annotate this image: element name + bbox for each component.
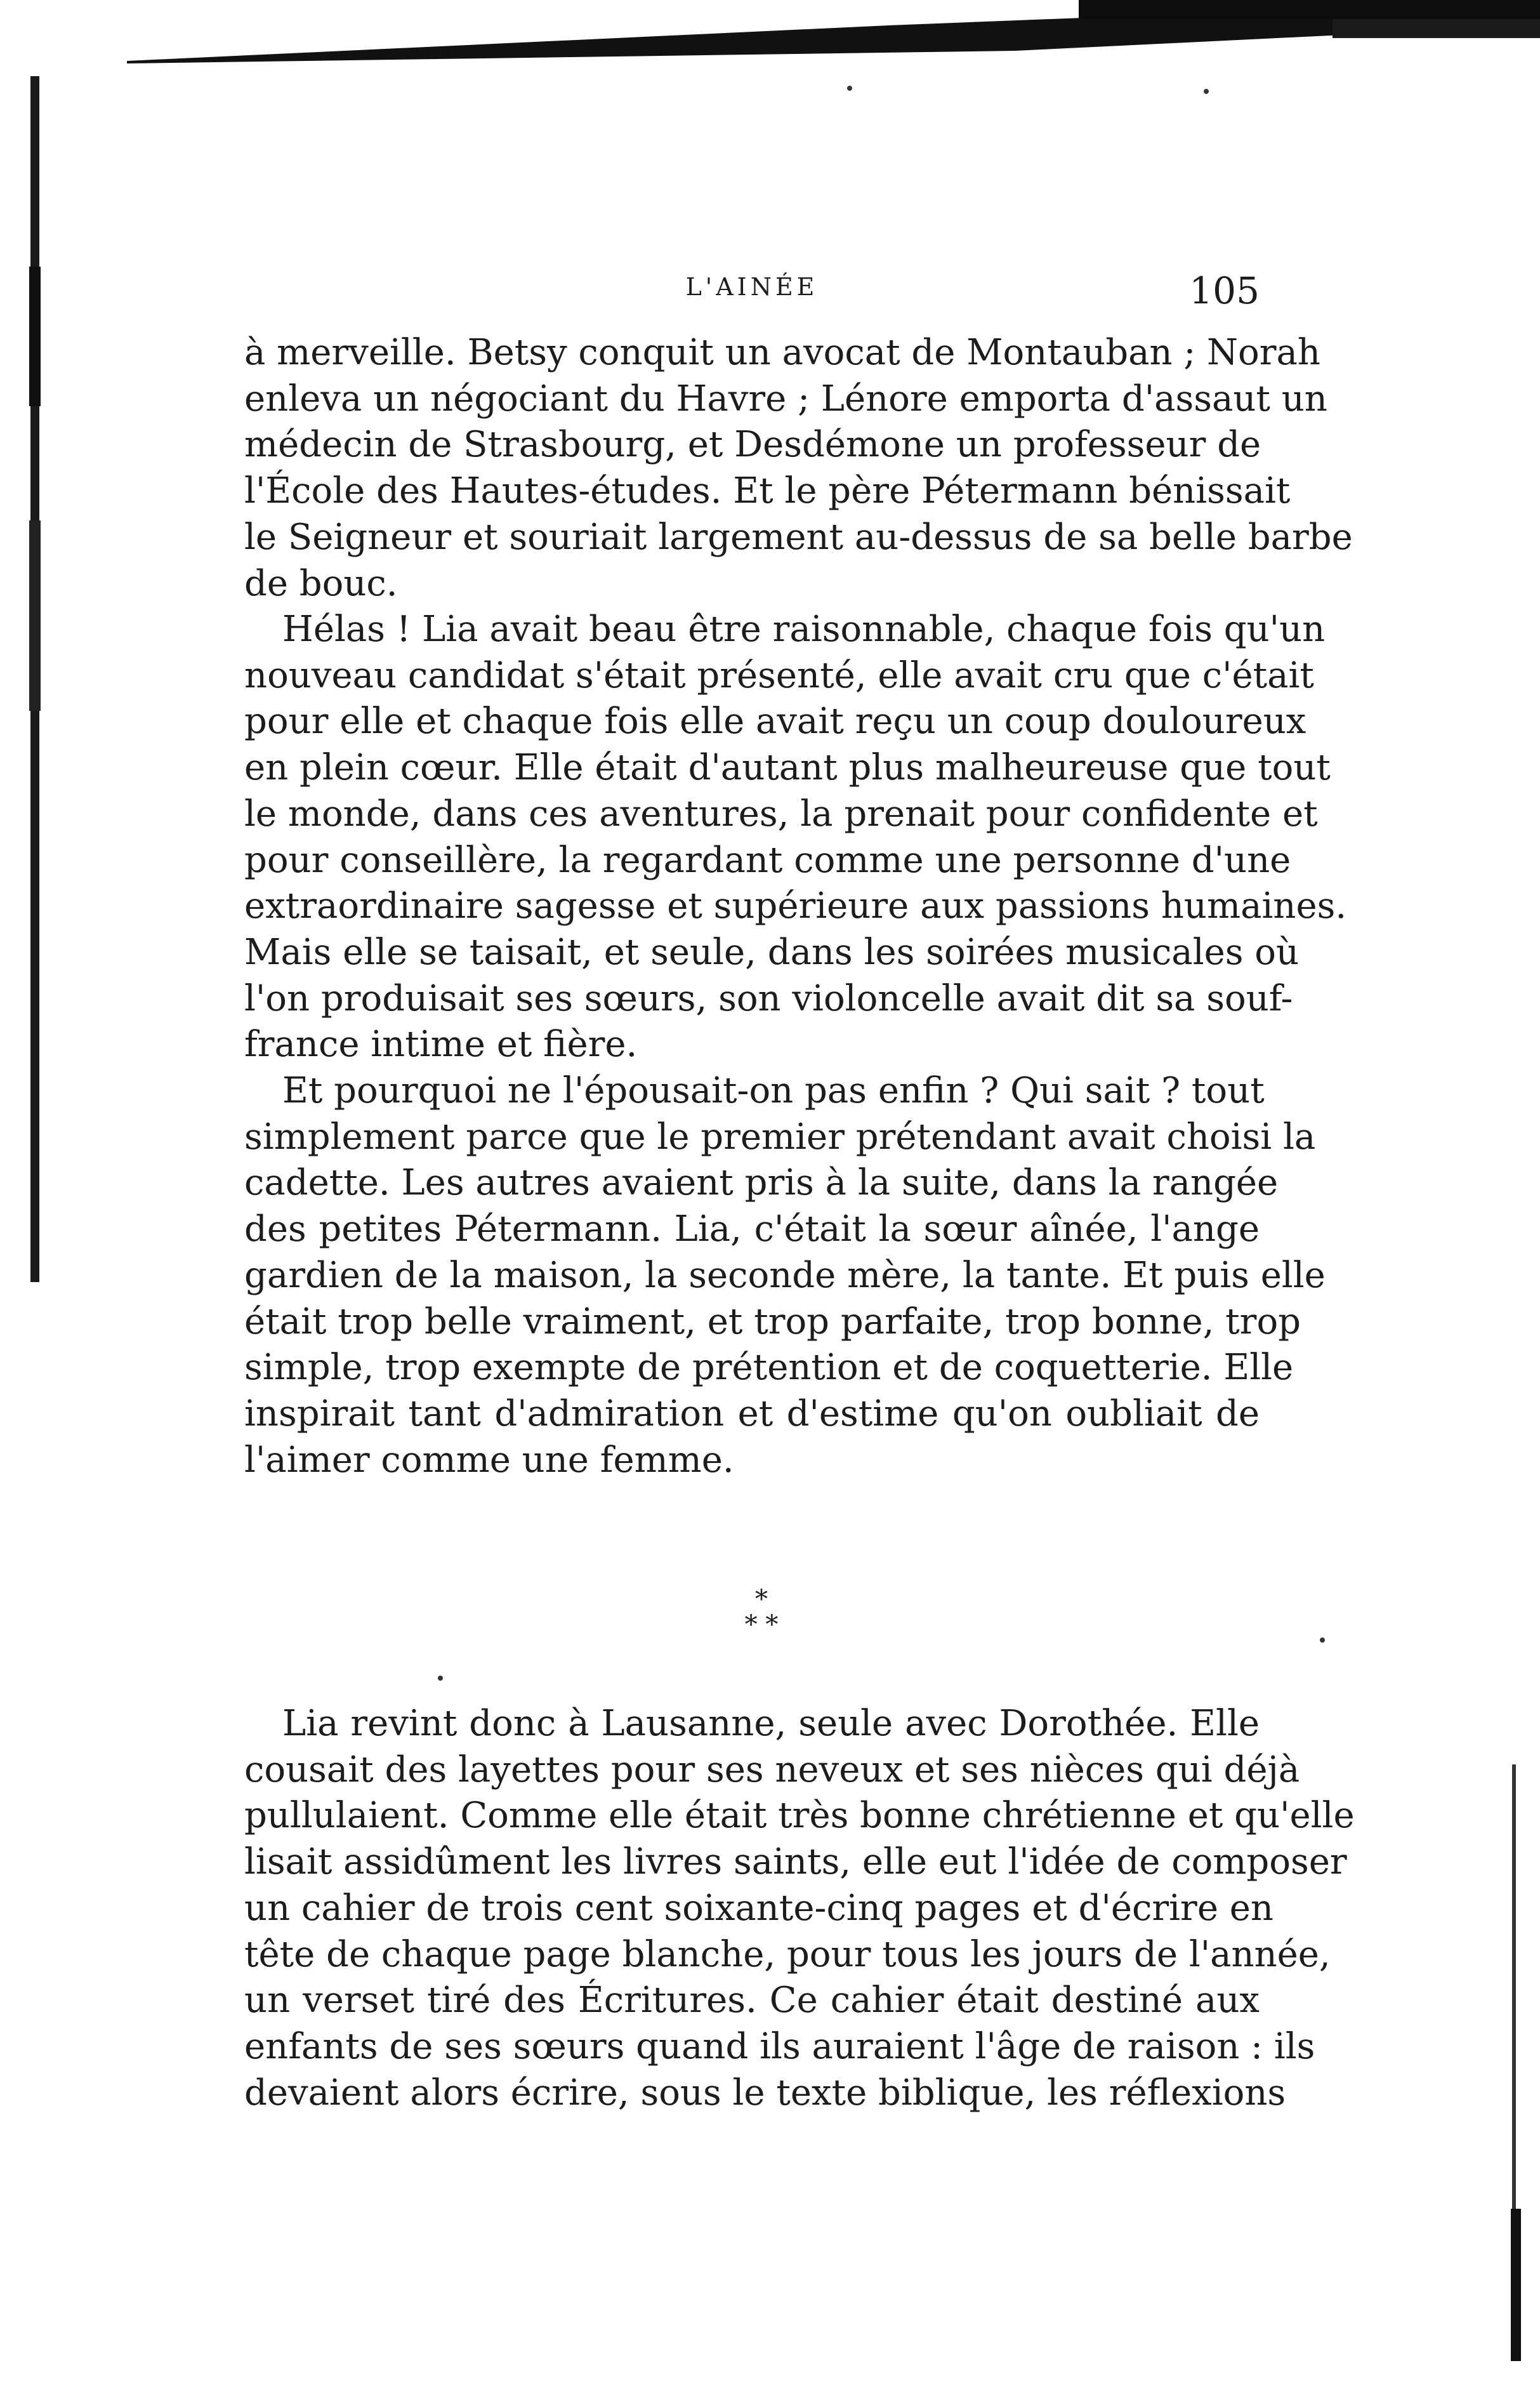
asterism-bottom: * * xyxy=(744,1610,779,1639)
text-line: à merveille. Betsy conquit un avocat de Montauban ; Norah xyxy=(244,332,1320,373)
text-line: le Seigneur et souriait largement au-dessus de sa belle barbe xyxy=(244,516,1353,558)
asterism-top: * xyxy=(755,1585,768,1614)
text-line: un verset tiré des Écritures. Ce cahier était destiné aux xyxy=(244,1980,1260,2022)
page-number: 105 xyxy=(1189,269,1260,312)
scan-speck xyxy=(1320,1638,1325,1643)
text-line: Et pourquoi ne l'épousait-on pas enfin ? Qui sait ? tout xyxy=(282,1070,1265,1111)
text-line: extraordinaire sagesse et supérieure aux passions humaines. xyxy=(244,885,1347,927)
text-line: Lia revint donc à Lausanne, seule avec Dorothée. Elle xyxy=(282,1703,1260,1744)
text-line: en plein cœur. Elle était d'autant plus malheureuse que tout xyxy=(244,747,1331,789)
text-line: l'aimer comme une femme. xyxy=(244,1439,734,1481)
text-line: gardien de la maison, la seconde mère, la tante. Et puis elle xyxy=(244,1254,1326,1296)
text-line: un cahier de trois cent soixante-cinq pages et d'écrire en xyxy=(244,1887,1273,1929)
text-line: des petites Pétermann. Lia, c'était la sœur aînée, l'ange xyxy=(244,1208,1260,1250)
text-line: simplement parce que le premier prétendant avait choisi la xyxy=(244,1116,1316,1158)
text-line: pullulaient. Comme elle était très bonne chrétienne et qu'elle xyxy=(244,1795,1355,1837)
text-line: l'on produisait ses sœurs, son violoncelle avait dit sa souf- xyxy=(244,977,1293,1019)
text-line: médecin de Strasbourg, et Desdémone un professeur de xyxy=(244,424,1261,466)
text-line: cousait des layettes pour ses neveux et ses nièces qui déjà xyxy=(244,1749,1300,1790)
paragraph-2 xyxy=(244,607,1347,1068)
text-line: devaient alors écrire, sous le texte biblique, les réflexions xyxy=(244,2072,1286,2114)
scan-edge-top-artifact xyxy=(127,0,1540,70)
text-line: france intime et fière. xyxy=(244,1024,638,1066)
text-line: inspirait tant d'admiration et d'estime qu'on oubliait de xyxy=(244,1393,1260,1434)
text-line: enfants de ses sœurs quand ils auraient l'âge de raison : ils xyxy=(244,2025,1315,2067)
running-head xyxy=(244,269,1260,324)
text-line: pour conseillère, la regardant comme une personne d'une xyxy=(244,839,1291,881)
text-line: pour elle et chaque fois elle avait reçu un coup douloureux xyxy=(244,701,1306,743)
text-line: nouveau candidat s'était présenté, elle avait cru que c'était xyxy=(244,654,1314,696)
paragraph-3 xyxy=(244,1068,1326,1483)
text-line: lisait assidûment les livres saints, elle eut l'idée de composer xyxy=(244,1841,1347,1883)
text-line: l'École des Hautes-études. Et le père Pétermann bénissait xyxy=(244,470,1291,512)
text-line: simple, trop exempte de prétention et de coquetterie. Elle xyxy=(244,1347,1294,1389)
text-line: cadette. Les autres avaient pris à la suite, dans la rangée xyxy=(244,1162,1279,1204)
text-line: de bouc. xyxy=(244,562,398,604)
text-line: Mais elle se taisait, et seule, dans les soirées musicales où xyxy=(244,931,1300,973)
scan-speck xyxy=(1204,89,1209,94)
text-line: tête de chaque page blanche, pour tous les jours de l'année, xyxy=(244,1933,1331,1975)
section-separator-asterism xyxy=(698,1587,825,1663)
paragraph-4 xyxy=(244,1701,1355,2116)
running-title: L'AINÉE xyxy=(685,273,819,301)
text-line: Hélas ! Lia avait beau être raisonnable, chaque fois qu'un xyxy=(282,609,1326,650)
paragraph-1 xyxy=(244,330,1353,607)
scan-edge-right-artifact xyxy=(1502,1764,1527,2361)
text-line: enleva un négociant du Havre ; Lénore emporta d'assaut un xyxy=(244,378,1327,420)
text-line: était trop belle vraiment, et trop parfaite, trop bonne, trop xyxy=(244,1300,1301,1342)
scan-edge-left-artifact xyxy=(25,76,44,1282)
scan-speck xyxy=(438,1676,443,1681)
scan-speck xyxy=(847,86,852,91)
text-line: le monde, dans ces aventures, la prenait pour confidente et xyxy=(244,793,1318,835)
